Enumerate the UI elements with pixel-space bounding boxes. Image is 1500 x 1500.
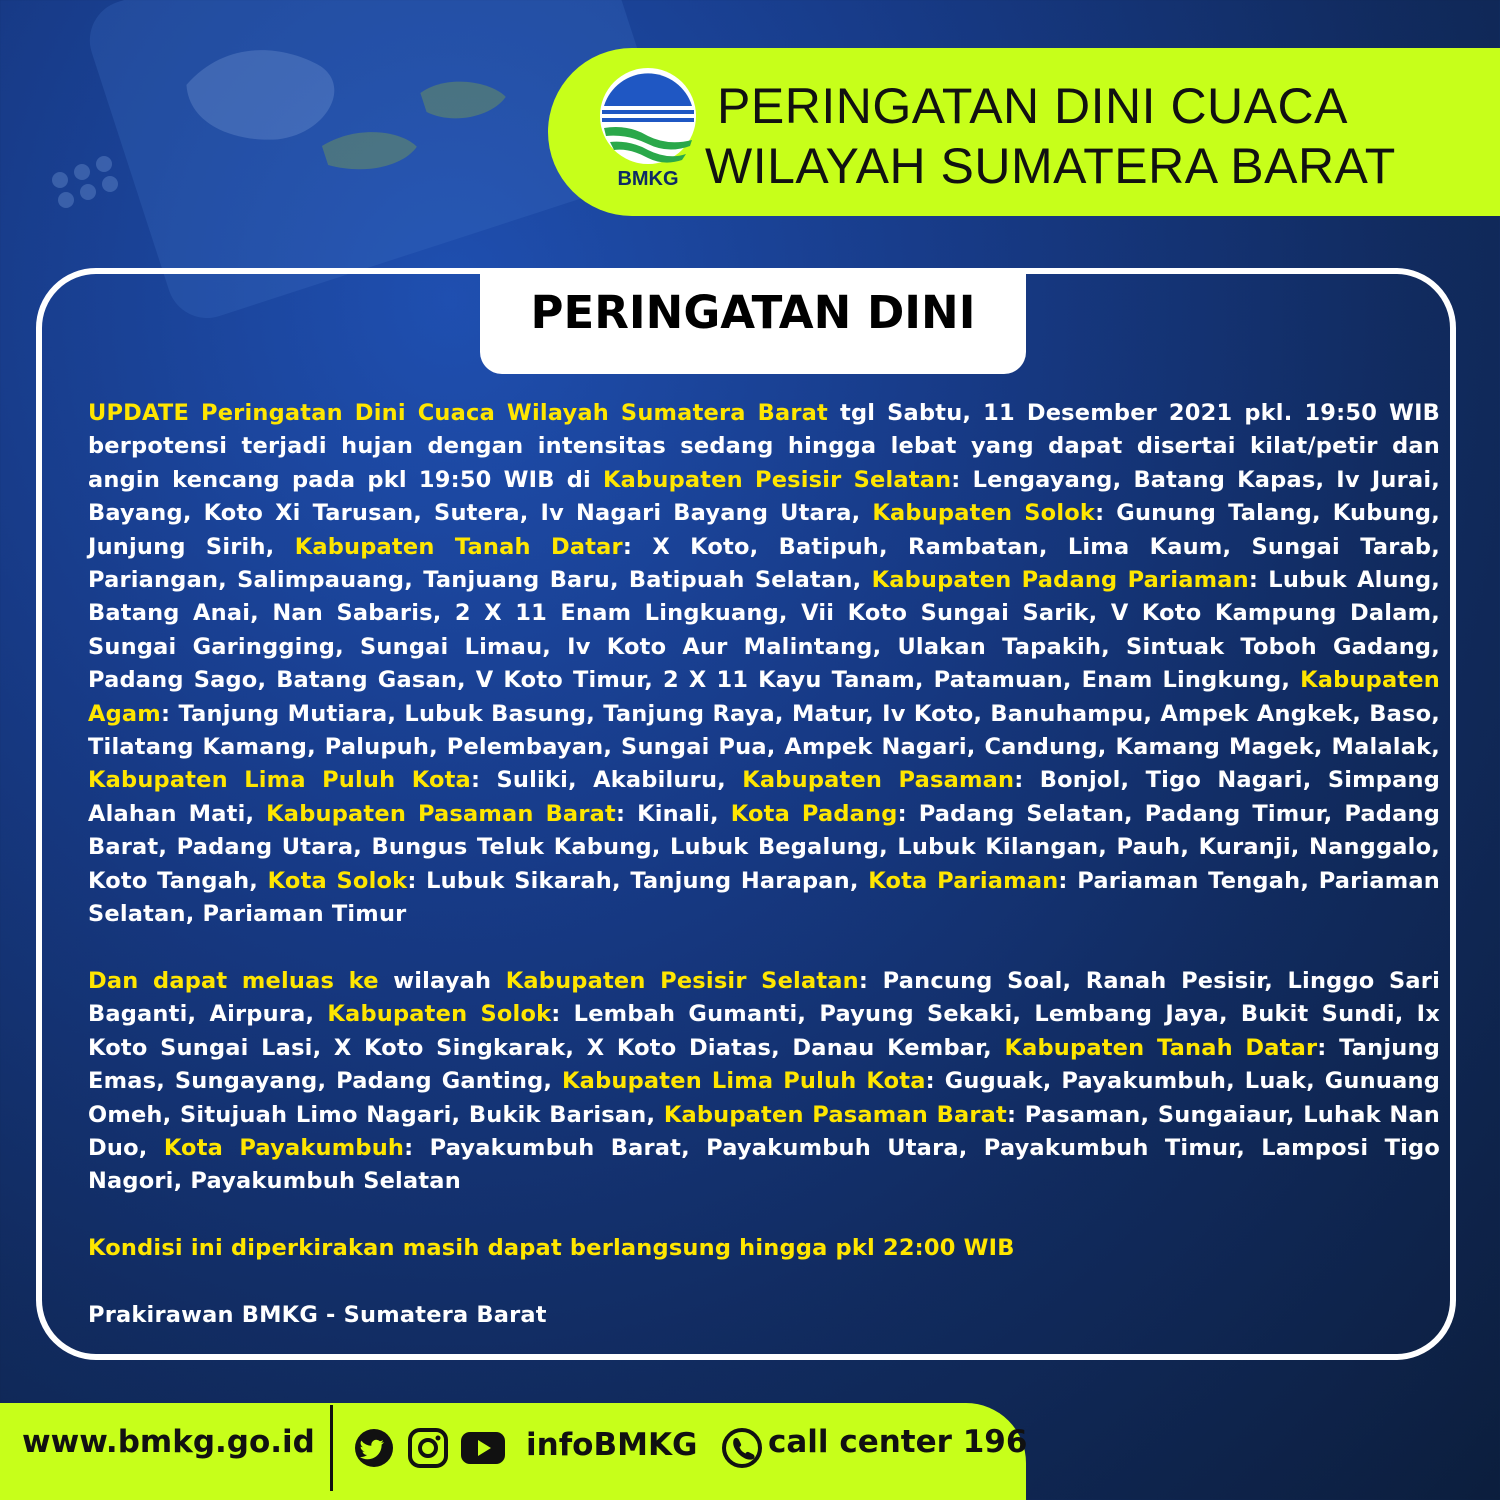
region-text: : Guguak, Payakumbuh, Luak, Gunuang Omeh, Situjuah Limo Nagari, Bukik Barisan, [88,1068,1440,1128]
region-highlight: Kota Padang [730,800,898,827]
region-text: : Tanjung Mutiara, Lubuk Basung, Tanjung Raya, Matur, Iv Koto, Banuhampu, Ampek Angkek, Baso, Tilatang Kamang, Palupuh, Pelembayan, Sungai Pua, Ampek Nagari, Candung, Kamang Magek, Malalak, [88,700,1440,761]
region-text: : Pariaman Tengah, Pariaman Selatan, Pariaman Timur [88,867,1440,928]
region-highlight: Kabupaten Lima Puluh Kota [88,767,471,794]
region-text: wilayah [378,967,506,994]
region-highlight: Kabupaten Pasaman [742,767,1015,794]
region-text: : X Koto, Batipuh, Rambatan, Lima Kaum, Sungai Tarab, Pariangan, Salimpauang, Tanjuang Baru, Batipuah Selatan, [88,533,1440,594]
signature-text: Prakirawan BMKG - Sumatera Barat [88,1301,547,1328]
region-highlight: Kabupaten Pesisir Selatan [505,967,859,994]
region-highlight: Kabupaten Pasaman Barat [663,1101,1007,1128]
instagram-icon[interactable] [408,1428,448,1468]
warning-paragraph-1 [88,397,1440,932]
region-text: : Lubuk Alung, Batang Anai, Nan Sabaris, 2 X 11 Enam Lingkuang, Vii Koto Sungai Sarik, V Koto Kampung Dalam, Sungai Garingging, Sungai Limau, Iv Koto Aur Malintang, Ulakan Tapakih, Sintuak Toboh Gadang, Padang Sago, Batang Gasan, V Koto Timur, 2 X 11 Kayu Tanam, Patamuan, Enam Lingkung, [88,567,1440,694]
region-text: : Kinali, [615,800,731,827]
phone-icon[interactable] [720,1426,764,1470]
twitter-icon[interactable] [354,1428,394,1468]
page-title-line2: WILAYAH SUMATERA BARAT [705,138,1396,194]
region-text: : Payakumbuh Barat, Payakumbuh Utara, Payakumbuh Timur, Lamposi Tigo Nagori, Payakumbuh Selatan [88,1134,1440,1195]
region-text: : Gunung Talang, Kubung, Junjung Sirih, [88,500,1440,560]
region-text: : Bonjol, Tigo Nagari, Simpang Alahan Mati, [88,767,1440,827]
region-highlight: Kota Pariaman [868,867,1059,894]
region-highlight: Kabupaten Solok [872,500,1096,527]
region-highlight: Kabupaten Pesisir Selatan [603,466,952,493]
condition-text: Kondisi ini diperkirakan masih dapat berlangsung hingga pkl 22:00 WIB [88,1235,1015,1262]
region-text: tgl Sabtu, 11 Desember 2021 pkl. 19:50 WIB berpotensi terjadi hujan dengan intensitas sedang hingga lebat yang dapat disertai kilat/petir dan angin kencang pada pkl 19:50 WIB di [88,400,1440,493]
region-highlight: Kota Solok [267,867,408,894]
region-text: : Pancung Soal, Ranah Pesisir, Linggo Sari Baganti, Airpura, [88,967,1440,1028]
card-tab-label: PERINGATAN DINI [530,286,976,339]
page-title-line1: PERINGATAN DINI CUACA [717,78,1348,134]
region-highlight: UPDATE Peringatan Dini Cuaca Wilayah Sumatera Barat [88,400,829,426]
logo-text: BMKG [617,168,679,190]
youtube-icon[interactable] [460,1430,506,1466]
social-handle[interactable]: infoBMKG [526,1427,698,1463]
region-text: : Lengayang, Batang Kapas, Iv Jurai, Bayang, Koto Xi Tarusan, Sutera, Iv Nagari Bayang Utara, [88,466,1440,527]
region-text: : Padang Selatan, Padang Timur, Padang Barat, Padang Utara, Bungus Teluk Kabung, Lubuk Begalung, Lubuk Kilangan, Pauh, Kuranji, Nanggalo, Koto Tangah, [88,800,1440,894]
region-text: : Pasaman, Sungaiaur, Luhak Nan Duo, [88,1101,1440,1161]
region-text: : Suliki, Akabiluru, [470,767,743,794]
warning-paragraph-2 [88,965,1440,1199]
region-text: : Tanjung Emas, Sungayang, Padang Ganting, [88,1034,1440,1095]
page-title [705,76,1396,196]
region-highlight: Kabupaten Solok [327,1001,552,1028]
region-highlight: Kabupaten Tanah Datar [294,533,623,560]
website-link[interactable]: www.bmkg.go.id [22,1424,315,1460]
region-highlight: Kabupaten Lima Puluh Kota [562,1068,926,1095]
region-highlight: Kabupaten Tanah Datar [1004,1034,1318,1061]
call-center-text[interactable]: call center 196 [768,1424,1028,1460]
region-highlight: Kabupaten Padang Pariaman [871,567,1249,594]
region-highlight: Kabupaten Agam [88,667,1440,727]
footer-divider [330,1405,333,1491]
region-text: : Lembah Gumanti, Payung Sekaki, Lembang Jaya, Bukit Sundi, Ix Koto Sungai Lasi, X Koto Singkarak, X Koto Diatas, Danau Kembar, [88,1001,1440,1061]
region-highlight: Dan dapat meluas ke [88,967,379,994]
warning-content [88,397,1440,1366]
region-text: : Lubuk Sikarah, Tanjung Harapan, [407,867,869,894]
region-highlight: Kabupaten Pasaman Barat [266,800,616,827]
region-highlight: Kota Payakumbuh [163,1134,405,1161]
